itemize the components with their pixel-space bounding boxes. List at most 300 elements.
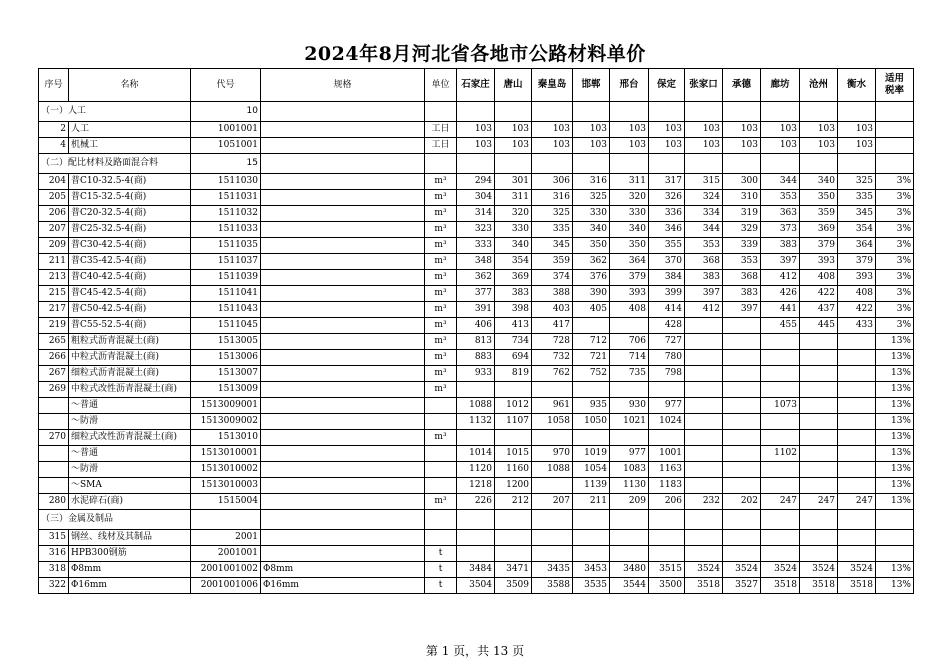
table-cell [800,414,838,430]
table-cell [495,154,532,174]
section-title: （一）人工 [39,102,191,122]
table-cell: 206 [39,206,69,222]
table-cell: 3% [876,238,914,254]
table-cell [723,414,761,430]
table-cell: 普C25-32.5-4(商) [69,222,191,238]
table-row [39,578,914,594]
table-cell [685,478,723,494]
section-code [191,510,261,530]
table-cell [685,398,723,414]
table-cell: 935 [573,398,610,414]
table-cell: 330 [495,222,532,238]
table-cell: 1107 [495,414,532,430]
table-cell: 314 [457,206,495,222]
table-cell [761,334,800,350]
table-row [39,318,914,334]
table-cell: 3% [876,270,914,286]
table-cell [876,530,914,546]
table-cell [649,430,685,446]
table-cell [761,530,800,546]
table-cell: 1511041 [191,286,261,302]
table-cell: 103 [723,122,761,138]
table-cell: 350 [800,190,838,206]
table-cell: 355 [649,238,685,254]
table-cell: 798 [649,366,685,382]
table-cell: 376 [573,270,610,286]
table-cell [261,174,425,190]
table-row [39,366,914,382]
table-cell: 1218 [457,478,495,494]
table-cell: 311 [610,174,649,190]
table-cell: 219 [39,318,69,334]
table-cell [532,546,573,562]
table-cell: 317 [649,174,685,190]
column-header: 适用 税率 [876,69,914,102]
table-cell: 383 [495,286,532,302]
table-row [39,430,914,446]
table-cell: 383 [685,270,723,286]
table-cell [685,462,723,478]
table-cell [457,530,495,546]
table-cell [425,398,457,414]
table-cell [838,510,876,530]
table-cell: ～防滑 [69,462,191,478]
column-header: 代号 [191,69,261,102]
table-cell: 1511033 [191,222,261,238]
table-cell: 2001001 [191,546,261,562]
column-header: 衡水 [838,69,876,102]
table-cell: 377 [457,286,495,302]
table-cell: 103 [761,122,800,138]
table-cell: 211 [573,494,610,510]
table-cell [876,138,914,154]
table-cell [838,446,876,462]
table-cell: 727 [649,334,685,350]
table-row [39,302,914,318]
table-cell: 883 [457,350,495,366]
table-cell: 13% [876,478,914,494]
table-cell [723,382,761,398]
table-cell: 379 [838,254,876,270]
table-cell: 311 [495,190,532,206]
table-cell [800,430,838,446]
table-cell: 346 [649,222,685,238]
table-cell [838,398,876,414]
table-cell: 1511031 [191,190,261,206]
table-cell [723,546,761,562]
table-cell: 1513009001 [191,398,261,414]
table-cell: Φ16mm [261,578,425,594]
table-row [39,462,914,478]
table-cell: 397 [685,286,723,302]
table-cell: 316 [573,174,610,190]
table-cell: 3435 [532,562,573,578]
table-cell: 3518 [685,578,723,594]
table-cell: 3524 [838,562,876,578]
table-cell: 422 [800,286,838,302]
table-cell [876,102,914,122]
table-cell: 1001 [649,446,685,462]
table-cell: 普C30-42.5-4(商) [69,238,191,254]
table-cell: 1513010003 [191,478,261,494]
table-cell: 706 [610,334,649,350]
table-cell [649,530,685,546]
table-cell: t [425,562,457,578]
table-cell [800,154,838,174]
table-cell [685,530,723,546]
table-cell: 333 [457,238,495,254]
table-cell [761,414,800,430]
table-cell: 335 [532,222,573,238]
table-cell: 1012 [495,398,532,414]
table-cell: 364 [838,238,876,254]
column-header: 沧州 [800,69,838,102]
table-cell: m³ [425,270,457,286]
table-cell [761,546,800,562]
table-cell: 3480 [610,562,649,578]
table-cell: 1083 [610,462,649,478]
section-row [39,154,914,174]
table-cell: 350 [573,238,610,254]
table-cell [761,430,800,446]
table-cell: 3515 [649,562,685,578]
table-cell: 13% [876,494,914,510]
table-cell: 933 [457,366,495,382]
table-cell: 1088 [532,462,573,478]
table-cell: 103 [838,122,876,138]
table-cell [723,430,761,446]
table-cell: 3504 [457,578,495,594]
table-cell [573,154,610,174]
table-cell: 1102 [761,446,800,462]
table-cell [261,286,425,302]
table-cell: m³ [425,206,457,222]
table-cell: 1160 [495,462,532,478]
table-cell: 3453 [573,562,610,578]
table-cell: 348 [457,254,495,270]
column-header: 单位 [425,69,457,102]
table-cell: 103 [610,138,649,154]
table-cell [685,318,723,334]
table-cell: t [425,546,457,562]
table-cell: 970 [532,446,573,462]
table-cell: 300 [723,174,761,190]
table-row [39,174,914,190]
table-cell [457,102,495,122]
table-cell [457,546,495,562]
table-cell: 304 [457,190,495,206]
table-cell: 1050 [573,414,610,430]
table-cell: 961 [532,398,573,414]
table-cell: 103 [685,122,723,138]
table-cell: 103 [649,138,685,154]
table-cell: 中粒式改性沥青混凝土(商) [69,382,191,398]
table-cell [723,366,761,382]
table-cell: 103 [800,138,838,154]
table-cell [532,478,573,494]
table-cell: 3509 [495,578,532,594]
table-cell: 1015 [495,446,532,462]
table-cell [723,510,761,530]
table-cell: m³ [425,222,457,238]
table-cell: 13% [876,430,914,446]
table-cell: ～普通 [69,446,191,462]
table-cell: 384 [649,270,685,286]
table-cell: 13% [876,334,914,350]
table-cell [261,366,425,382]
table-row [39,190,914,206]
table-cell: ～普通 [69,398,191,414]
table-cell: 247 [761,494,800,510]
table-cell: 13% [876,350,914,366]
table-cell: 330 [610,206,649,222]
table-cell [573,510,610,530]
table-cell [425,478,457,494]
table-cell: 406 [457,318,495,334]
table-cell: 2 [39,122,69,138]
table-cell: 钢丝、线材及其制品 [69,530,191,546]
table-cell [573,382,610,398]
table-cell [800,398,838,414]
table-cell: 1515004 [191,494,261,510]
table-cell [261,350,425,366]
table-cell: 318 [39,562,69,578]
table-cell: ～SMA [69,478,191,494]
table-cell [723,530,761,546]
table-cell [39,414,69,430]
table-cell: 393 [800,254,838,270]
table-cell: 3524 [723,562,761,578]
table-cell: 1511045 [191,318,261,334]
table-cell: 930 [610,398,649,414]
table-cell: m³ [425,334,457,350]
table-cell: m³ [425,430,457,446]
table-cell [685,430,723,446]
table-cell [532,530,573,546]
table-cell [39,478,69,494]
table-cell: ～防滑 [69,414,191,430]
table-cell: 414 [649,302,685,318]
page-title: 2024年8月河北省各地市公路材料单价 [304,43,646,65]
table-cell [457,510,495,530]
table-cell: 334 [685,206,723,222]
table-cell: 1200 [495,478,532,494]
table-cell [838,366,876,382]
table-cell: 340 [573,222,610,238]
table-cell: 13% [876,462,914,478]
table-cell: m³ [425,238,457,254]
table-cell: 103 [573,138,610,154]
table-cell: 344 [685,222,723,238]
table-cell: 374 [532,270,573,286]
table-cell: 316 [532,190,573,206]
table-cell: 369 [800,222,838,238]
table-cell: 1054 [573,462,610,478]
table-cell [649,154,685,174]
table-cell: 工日 [425,122,457,138]
table-cell: 4 [39,138,69,154]
table-cell: 370 [649,254,685,270]
table-cell: 13% [876,562,914,578]
table-cell [685,350,723,366]
table-cell: 13% [876,446,914,462]
table-cell [761,510,800,530]
table-cell: 103 [495,122,532,138]
table-cell: 1130 [610,478,649,494]
table-cell: 315 [685,174,723,190]
table-cell [261,494,425,510]
table-cell: 408 [838,286,876,302]
table-cell: 388 [532,286,573,302]
table-cell [838,154,876,174]
table-row [39,562,914,578]
table-cell: 417 [532,318,573,334]
table-cell: 普C10-32.5-4(商) [69,174,191,190]
table-cell [800,478,838,494]
table-cell: 13% [876,578,914,594]
table-cell: 390 [573,286,610,302]
table-cell [425,462,457,478]
table-cell [573,530,610,546]
table-cell: 人工 [69,122,191,138]
table-cell [838,382,876,398]
table-cell [723,398,761,414]
table-cell: 1511043 [191,302,261,318]
table-cell: 1019 [573,446,610,462]
table-cell [761,350,800,366]
table-row [39,446,914,462]
table-cell [39,462,69,478]
table-cell: 813 [457,334,495,350]
table-cell: 329 [723,222,761,238]
table-cell [261,138,425,154]
table-cell [532,510,573,530]
table-cell: 3% [876,174,914,190]
table-cell [261,414,425,430]
table-cell: 2001001002 [191,562,261,578]
section-title: （三）金属及制品 [39,510,191,530]
table-cell: 13% [876,366,914,382]
table-cell [838,350,876,366]
table-cell [495,102,532,122]
table-cell [761,478,800,494]
table-cell: 3524 [685,562,723,578]
table-cell [800,462,838,478]
table-row [39,270,914,286]
table-cell [876,546,914,562]
table-cell: 393 [610,286,649,302]
table-cell: 1183 [649,478,685,494]
table-cell: 3% [876,254,914,270]
table-cell [800,350,838,366]
table-cell: 213 [39,270,69,286]
table-cell [425,446,457,462]
table-cell [723,318,761,334]
table-cell: Φ8mm [261,562,425,578]
table-cell [723,462,761,478]
table-cell: t [425,578,457,594]
table-cell [261,318,425,334]
table-row [39,222,914,238]
table-cell: 306 [532,174,573,190]
table-cell: 350 [610,238,649,254]
table-cell [876,122,914,138]
table-cell [261,154,425,174]
table-cell: 机械工 [69,138,191,154]
table-cell: 3588 [532,578,573,594]
table-cell: 368 [723,270,761,286]
table-cell [800,366,838,382]
table-cell [610,546,649,562]
section-code: 10 [191,102,261,122]
table-cell [800,530,838,546]
table-cell: m³ [425,190,457,206]
price-table [38,68,914,594]
table-cell: 340 [610,222,649,238]
table-cell: 379 [610,270,649,286]
table-cell: 3524 [761,562,800,578]
table-cell: 3% [876,222,914,238]
table-cell [573,546,610,562]
table-cell: 340 [800,174,838,190]
page-footer: 第 1 页，共 13 页 [425,644,525,658]
table-cell: 413 [495,318,532,334]
table-cell: 1021 [610,414,649,430]
table-cell: 1513006 [191,350,261,366]
table-cell [838,478,876,494]
column-header: 承德 [723,69,761,102]
table-cell [261,510,425,530]
table-cell: m³ [425,494,457,510]
table-cell: 13% [876,382,914,398]
table-cell: 1051001 [191,138,261,154]
table-cell [261,398,425,414]
table-cell: 普C40-42.5-4(商) [69,270,191,286]
table-cell [838,414,876,430]
table-cell: 728 [532,334,573,350]
column-header: 秦皇岛 [532,69,573,102]
table-cell: 354 [838,222,876,238]
section-row [39,102,914,122]
table-cell: 714 [610,350,649,366]
table-cell [261,102,425,122]
table-cell: 735 [610,366,649,382]
table-cell: 270 [39,430,69,446]
table-cell [800,446,838,462]
table-cell [495,546,532,562]
table-cell: 2001 [191,530,261,546]
table-cell: 408 [800,270,838,286]
table-cell: 266 [39,350,69,366]
table-cell [573,430,610,446]
table-cell: 383 [761,238,800,254]
table-cell: 315 [39,530,69,546]
table-cell: 354 [495,254,532,270]
table-cell: 普C50-42.5-4(商) [69,302,191,318]
table-cell: 103 [532,138,573,154]
table-cell [457,382,495,398]
column-header: 规格 [261,69,425,102]
table-cell [425,510,457,530]
table-cell [261,546,425,562]
table-cell [532,382,573,398]
table-cell: 335 [838,190,876,206]
column-header: 保定 [649,69,685,102]
section-code: 15 [191,154,261,174]
table-cell [838,430,876,446]
table-cell: m³ [425,318,457,334]
table-cell: 1511032 [191,206,261,222]
